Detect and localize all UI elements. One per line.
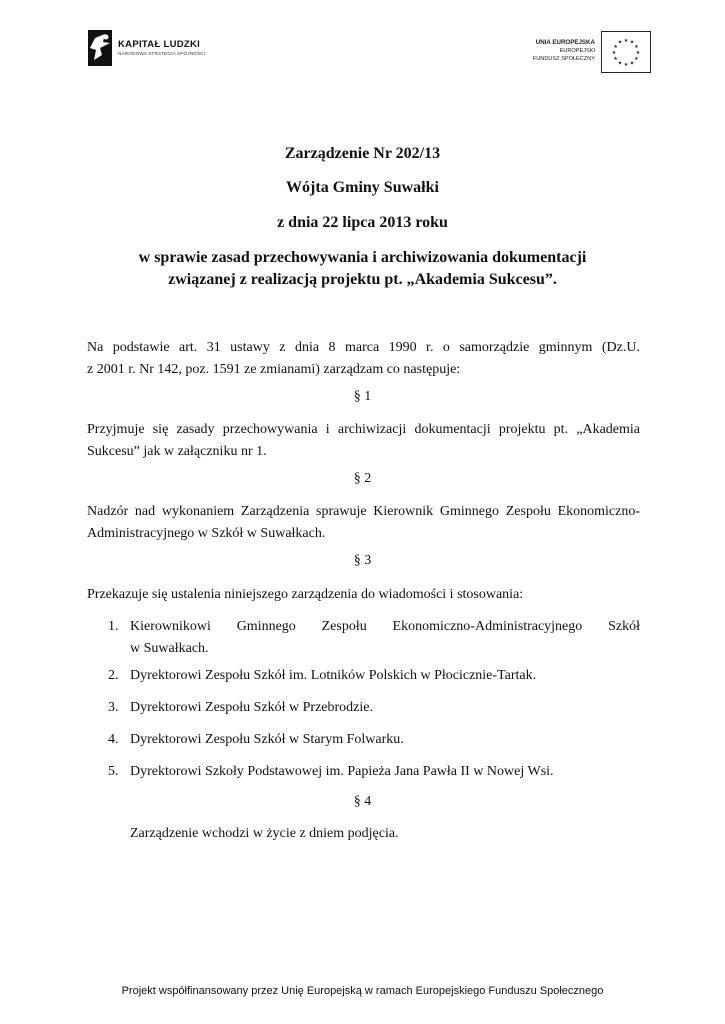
section-4-heading: § 4 bbox=[353, 794, 372, 809]
document-title-date: z dnia 22 lipca 2013 roku bbox=[277, 214, 448, 231]
list-item-text: Dyrektorowi Zespołu Szkół im. Lotników Polskich w Płocicznie-Tartak. bbox=[130, 668, 537, 683]
svg-text:★: ★ bbox=[613, 44, 618, 50]
section-3-intro: Przekazuje się ustalenia niniejszego zarządzenia do wiadomości i stosowania: bbox=[87, 587, 524, 602]
eu-line2: EUROPEJSKI bbox=[559, 48, 595, 54]
svg-text:★: ★ bbox=[617, 60, 623, 67]
list-item-number: 4. bbox=[108, 732, 119, 747]
svg-text:★: ★ bbox=[634, 44, 639, 50]
svg-text:★: ★ bbox=[611, 50, 617, 56]
list-item bbox=[108, 761, 640, 783]
list-item-text: Dyrektorowi Zespołu Szkół w Starym Folwarku. bbox=[130, 732, 404, 747]
svg-text:★: ★ bbox=[623, 62, 629, 68]
section-2-line2: Administracyjnego w Szkół w Suwałkach. bbox=[87, 526, 326, 541]
svg-text:★: ★ bbox=[617, 39, 623, 46]
kapital-ludzki-logo bbox=[86, 28, 246, 70]
footer-text: Projekt współfinansowany przez Unię Europejską w ramach Europejskiego Funduszu Społecznego bbox=[121, 985, 604, 997]
document-title-number: Zarządzenie Nr 202/13 bbox=[284, 145, 441, 162]
eu-line3: FUNDUSZ SPOŁECZNY bbox=[532, 56, 595, 62]
list-item bbox=[108, 729, 640, 751]
section-3-heading: § 3 bbox=[353, 553, 372, 568]
list-item-text: Dyrektorowi Zespołu Szkół w Przebrodzie. bbox=[130, 700, 373, 715]
document-title-issuer: Wójta Gminy Suwałki bbox=[286, 179, 439, 196]
svg-text:★: ★ bbox=[629, 39, 635, 46]
document-subject-line2: związanej z realizacją projektu pt. „Akademia Sukcesu”. bbox=[168, 271, 557, 288]
document-subject-line1: w sprawie zasad przechowywania i archiwizowania dokumentacji bbox=[138, 249, 587, 266]
list-item-text: Kierownikowi Gminnego Zespołu Ekonomiczno-Administracyjnego Szkół bbox=[130, 619, 640, 634]
eu-logo-text bbox=[515, 39, 595, 63]
section-1-line1: Przyjmuje się zasady przechowywania i archiwizacji dokumentacji projektu pt. „Akademia bbox=[87, 422, 640, 437]
document-title-subject bbox=[0, 247, 725, 291]
preamble bbox=[87, 337, 640, 381]
kapital-ludzki-subtitle: NARODOWA STRATEGIA SPÓJNOŚCI bbox=[118, 51, 206, 56]
eu-line1: UNIA EUROPEJSKA bbox=[535, 39, 595, 46]
eu-logo bbox=[515, 31, 653, 73]
kapital-ludzki-title: KAPITAŁ LUDZKI bbox=[118, 39, 201, 50]
list-item-number: 2. bbox=[108, 668, 119, 683]
preamble-line1: Na podstawie art. 31 ustawy z dnia 8 marca 1990 r. o samorządzie gminnym (Dz.U. bbox=[87, 340, 640, 355]
list-item-text: Dyrektorowi Szkoły Podstawowej im. Papieża Jana Pawła II w Nowej Wsi. bbox=[130, 764, 554, 779]
section-2-text bbox=[87, 501, 640, 545]
svg-text:★: ★ bbox=[613, 56, 618, 62]
section-1-heading: § 1 bbox=[353, 389, 372, 404]
preamble-line2: z 2001 r. Nr 142, poz. 1591 ze zmianami) zarządzam co następuje: bbox=[87, 362, 461, 377]
list-item-number: 5. bbox=[108, 764, 119, 779]
list-item bbox=[108, 665, 640, 687]
kapital-ludzki-emblem-icon bbox=[86, 28, 116, 70]
section-2-heading: § 2 bbox=[353, 471, 372, 486]
list-item-text-cont: w Suwałkach. bbox=[130, 641, 209, 656]
section-1-text bbox=[87, 419, 640, 463]
eu-flag-icon bbox=[601, 31, 651, 73]
section-2-line1: Nadzór nad wykonaniem Zarządzenia sprawuje Kierownik Gminnego Zespołu Ekonomiczno- bbox=[87, 504, 640, 519]
list-item bbox=[108, 616, 640, 660]
list-item bbox=[108, 697, 640, 719]
section-1-line2: Sukcesu” jak w załączniku nr 1. bbox=[87, 444, 267, 459]
svg-text:★: ★ bbox=[634, 56, 639, 62]
svg-text:★: ★ bbox=[635, 50, 641, 56]
list-item-number: 3. bbox=[108, 700, 119, 715]
svg-text:★: ★ bbox=[623, 38, 629, 44]
svg-text:★: ★ bbox=[629, 60, 635, 67]
closing-text: Zarządzenie wchodzi w życie z dniem podjęcia. bbox=[130, 826, 399, 841]
list-item-number: 1. bbox=[108, 619, 119, 634]
